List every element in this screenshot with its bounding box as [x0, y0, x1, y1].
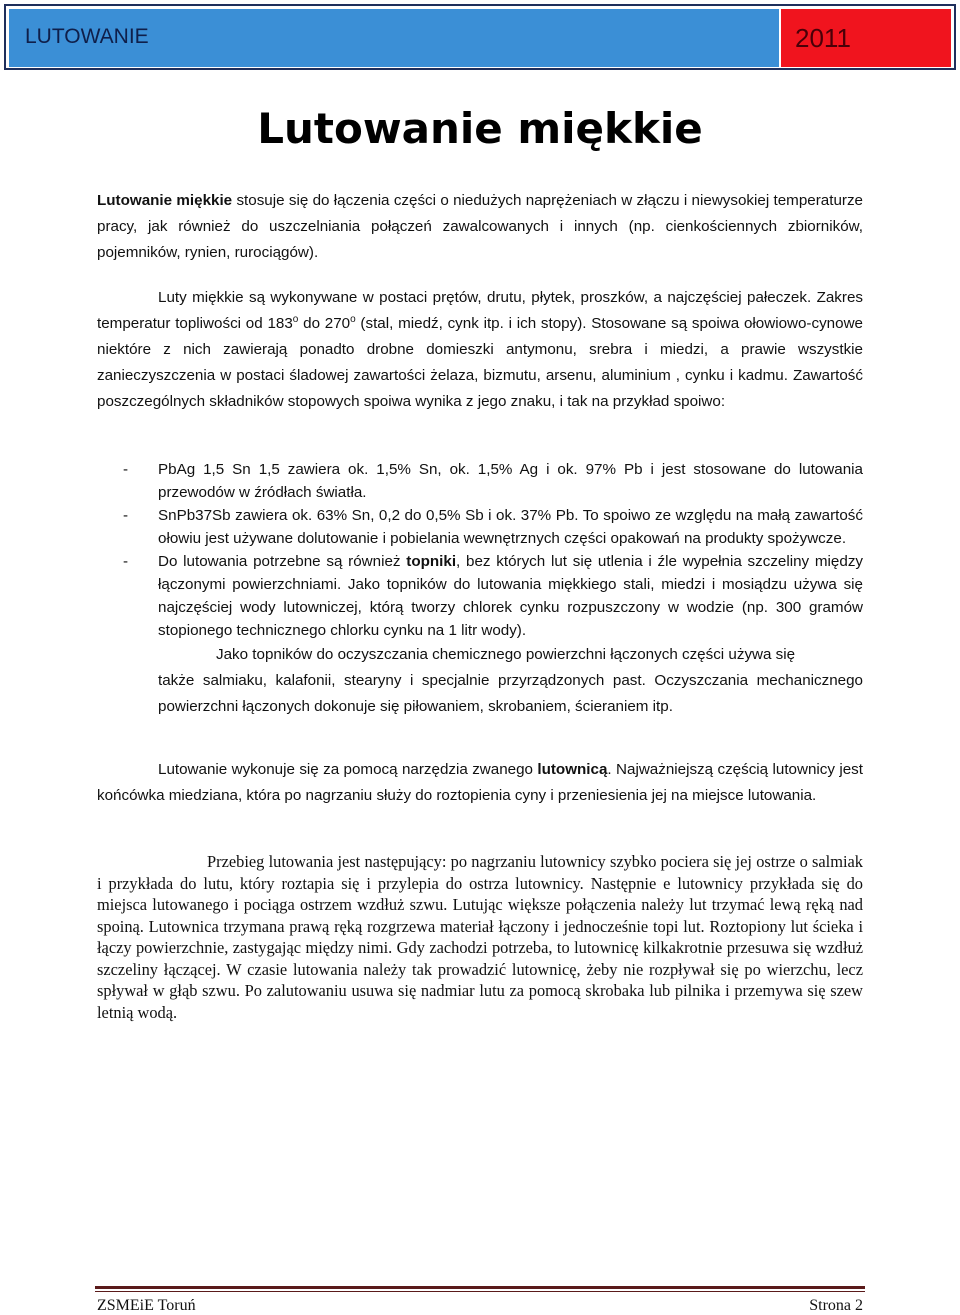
header-title: LUTOWANIE — [25, 25, 149, 48]
footer-page-number: Strona 2 — [809, 1297, 863, 1314]
continuation-first-line: Jako topników do oczyszczania chemicznego powierzchni łączonych części używa się — [216, 646, 796, 663]
header-year: 2011 — [795, 23, 851, 53]
list-item — [97, 504, 863, 550]
footer-divider-thin — [95, 1291, 865, 1292]
list-item-bold: topniki — [406, 553, 457, 570]
intro-text: stosuje się do łączenia części o niedużych naprężeniach w złączu i niewysokiej temperaturze pracy, jak również do uszczelniania połączeń zawalcowanych i innych (np. cienkościennych zbiorników, pojemników, rynien, rurociągów). — [97, 192, 863, 261]
paragraph-przebieg: Przebieg lutowania jest następujący: po nagrzaniu lutownicy szybko pociera się jej ostrze o salmiak i przykłada do lutu, który roztapia się i przylepia do ostrza lutownicy. Następnie e lutownicy przykłada się do miejsca lutowanego i pociąga ostrzem wzdłuż szwu. Lutując większe połączenia należy lut trzymać lewą ręką nad spoiną. Lutownica trzymana prawą ręką rozgrzewa materiał łączony i jednocześnie topi lut. Roztopiony lut ścieka i łączy powierzchnie, zastygając między nimi. Gdy zachodzi potrzeba, to lutownicę kilkakrotnie przesuwa się wzdłuż szczeliny łączącej. W czasie lutowania należy tak prowadzić lutownicę, żeby nie rozpływał się po wierzchu, lecz spływał w głąb szwu. Po zalutowaniu usuwa się nadmiar lutu za pomocą skrobaka lub pilnika i przemywa się szew letnią wodą. — [97, 852, 863, 1022]
list-item — [97, 550, 863, 642]
list-continuation — [97, 642, 863, 720]
list-item-text: PbAg 1,5 Sn 1,5 zawiera ok. 1,5% Sn, ok. 1,5% Ag i ok. 97% Pb i jest stosowane do lutowania przewodów w źródłach światła. — [158, 461, 863, 501]
solder-list — [97, 458, 863, 720]
list-item — [97, 458, 863, 504]
lutownica-bold: lutownicą — [537, 761, 608, 778]
intro-bold-term: Lutowanie miękkie — [97, 192, 233, 209]
footer-school: ZSMEiE Toruń — [97, 1297, 196, 1314]
lutownica-text-b: . Najważniejszą częścią lutownicy jest końcówka miedziana, która po nagrzaniu służy do roztopienia cyny i przeniesienia jej na miejsce lutowania. — [97, 761, 863, 804]
luty-text-b: do 270 — [298, 315, 351, 332]
header-title-block — [9, 9, 779, 67]
luty-text-a: Luty miękkie są wykonywane w postaci prętów, drutu, płytek, proszków, a najczęściej pałeczek. Zakres temperatur topliwości od 183 — [97, 289, 863, 332]
list-dash: - — [123, 507, 129, 524]
list-item-text-b: , bez których lut się utlenia i źle wypełnia szczeliny między łączonymi powierzchniami. Jako topników do lutowania miękkiego stali, miedzi i mosiądzu używa się najczęściej wody lutowniczej, którą tworzy chlorek cynku rozpuszczony w wodzie (np. 300 gramów stopionego technicznego chlorku cynku na 1 litr wody). — [158, 553, 864, 639]
list-dash: - — [123, 461, 129, 478]
continuation-rest: także salmiaku, kalafonii, stearyny i specjalnie przyrządzonych past. Oczyszczania mechanicznego powierzchni łączonych dokonuje się piłowaniem, skrobaniem, ścieraniem itp. — [158, 672, 863, 715]
page-title: Lutowanie miękkie — [257, 104, 703, 153]
list-item-text-a: Do lutowania potrzebne są również — [158, 553, 407, 570]
paragraph-lutownica — [97, 757, 863, 809]
list-dash: - — [123, 553, 129, 570]
list-item-text: SnPb37Sb zawiera ok. 63% Sn, 0,2 do 0,5% Sb i ok. 37% Pb. To spoiwo ze względu na małą zawartość ołowiu jest używane dolutowanie i pobielania wewnętrznych części opakowań na produkty spożywcze. — [158, 507, 863, 547]
header-bar — [4, 4, 956, 70]
luty-text-c: (stal, miedź, cynk itp. i ich stopy). Stosowane są spoiwa ołowiowo-cynowe niektóre z nich zawierają ponadto drobne domieszki antymonu, srebra i miedzi, a prawie wszystkie zanieczyszczenia w postaci śladowej zawartości żelaza, bizmutu, arsenu, aluminium , cynku i kadmu. Zawartość poszczególnych składników stopowych spoiwa wynika z jego znaku, i tak na przykład spoiwo: — [97, 315, 863, 410]
lutownica-text-a: Lutowanie wykonuje się za pomocą narzędzia zwanego — [158, 761, 538, 778]
paragraph-intro — [97, 188, 863, 266]
header-year-block — [781, 9, 951, 67]
luty-degree-2: o — [350, 313, 356, 325]
paragraph-luty — [97, 285, 863, 415]
footer-divider-thick — [95, 1286, 865, 1289]
luty-degree-1: o — [292, 313, 299, 325]
